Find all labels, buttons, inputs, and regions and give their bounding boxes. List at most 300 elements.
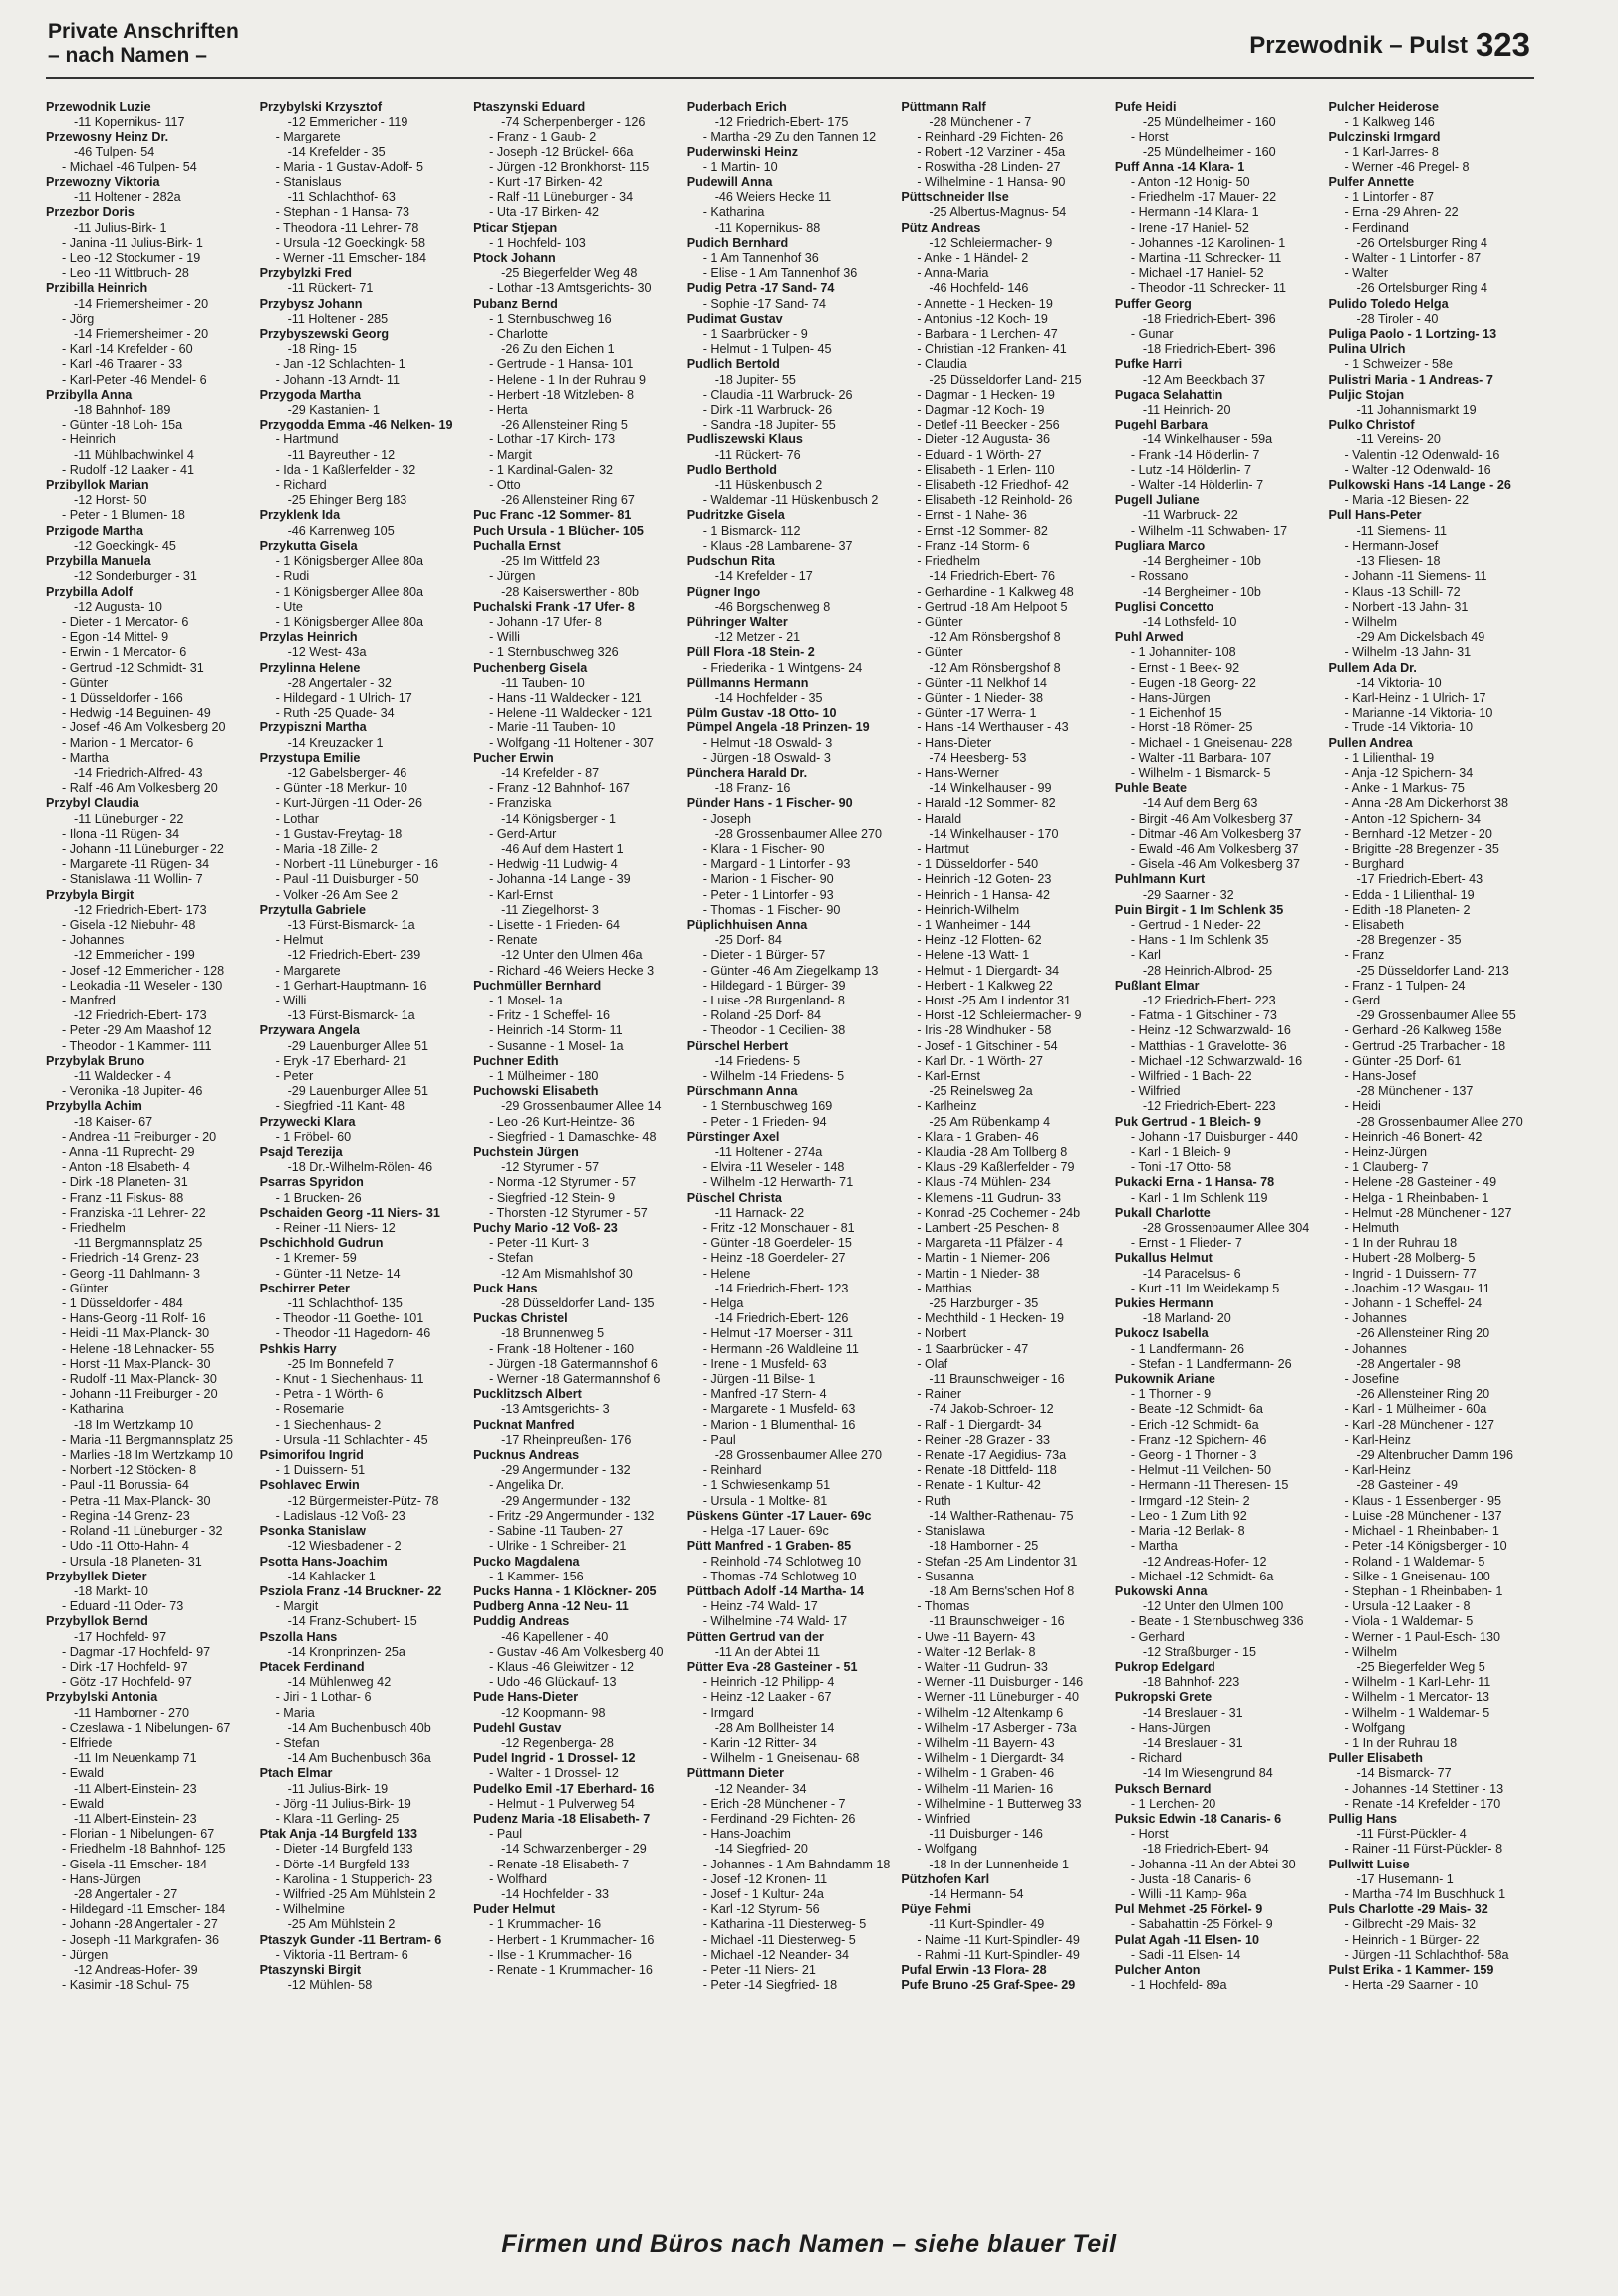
directory-entry-line: Pullwitt Luise xyxy=(1328,1857,1410,1871)
directory-entry-line: Ptaszyk Gunder -11 Bertram- 6 xyxy=(259,1932,442,1947)
directory-entry-line: -17 Friedrich-Ebert- 43 xyxy=(1356,872,1483,887)
directory-entry-line: - Helga - 1 Rheinbaben- 1 xyxy=(1344,1190,1489,1205)
directory-entry-line: - 1 In der Ruhrau 18 xyxy=(1344,1735,1458,1750)
directory-entry-line: Pubanz Bernd xyxy=(473,296,558,311)
directory-entry-line: -14 Königsberger - 1 xyxy=(501,811,616,826)
directory-entry-line: - Erich -28 Münchener - 7 xyxy=(702,1796,846,1811)
directory-entry-line: Psziola Franz -14 Bruckner- 22 xyxy=(259,1583,442,1598)
directory-entry-line: Pufal Erwin -13 Flora- 28 xyxy=(901,1962,1047,1977)
directory-entry-line: Przygoda Martha xyxy=(259,387,362,402)
directory-entry-line: Przybyl Claudia xyxy=(46,796,139,811)
directory-entry-line: -11 Siemens- 11 xyxy=(1356,523,1447,538)
directory-entry-line: - Valentin -12 Odenwald- 16 xyxy=(1344,447,1500,462)
directory-entry-line: -11 Kopernikus- 88 xyxy=(714,220,821,235)
directory-entry-line: - Leo -12 Stockumer - 19 xyxy=(62,251,201,266)
directory-entry-line: Pullem Ada Dr. xyxy=(1328,660,1417,675)
directory-entry-line: - Joseph -11 Markgrafen- 36 xyxy=(62,1932,219,1947)
directory-entry-line: - Renate -18 Dittfeld- 118 xyxy=(917,1463,1057,1478)
directory-entry-line: - Joseph -12 Brückel- 66a xyxy=(489,144,634,159)
directory-entry-line: -18 Friedrich-Ebert- 396 xyxy=(1142,311,1276,326)
directory-entry-line: - Günter -18 Merkur- 10 xyxy=(275,781,407,796)
directory-entry-line: - Hans-Jürgen xyxy=(1130,690,1211,705)
directory-entry-line: - Margard - 1 Lintorfer - 93 xyxy=(702,857,851,872)
directory-column xyxy=(473,100,679,2222)
directory-entry-line: - Hans -14 Werthauser - 43 xyxy=(917,720,1069,735)
directory-entry-line: - Michael - 1 Gneisenau- 228 xyxy=(1130,735,1293,750)
directory-entry-line: - Hans-Dieter xyxy=(917,735,992,750)
directory-entry-line: - Günter -11 Nelkhof 14 xyxy=(917,675,1047,690)
directory-entry-line: - Klemens -11 Gudrun- 33 xyxy=(917,1190,1061,1205)
directory-entry-line: - Heidi -11 Max-Planck- 30 xyxy=(62,1326,210,1341)
directory-entry-line: Pudich Bernhard xyxy=(686,235,789,250)
directory-entry-line: - Wilhelm -12 Altenkamp 6 xyxy=(917,1705,1064,1720)
directory-entry-line: - Uta -17 Birken- 42 xyxy=(489,205,600,220)
directory-entry-line: - Peter -29 Am Maashof 12 xyxy=(62,1023,212,1038)
directory-entry-line: -26 Allensteiner Ring 20 xyxy=(1356,1387,1490,1402)
directory-entry-line: -28 Angertaler - 32 xyxy=(287,675,392,690)
directory-entry-line: - Viktoria -11 Bertram- 6 xyxy=(275,1947,408,1962)
directory-entry-line: - Margarete - 1 Musfeld- 63 xyxy=(702,1402,856,1417)
directory-entry-line: - Josef -12 Emmericher - 128 xyxy=(62,963,225,978)
directory-entry-line: Pudschun Rita xyxy=(686,554,775,569)
directory-entry-line: - Marie -11 Tauben- 10 xyxy=(489,720,616,735)
directory-entry-line: Przyklenk Ida xyxy=(259,508,341,523)
directory-entry-line: - Wilhelmine -74 Wald- 17 xyxy=(702,1614,848,1629)
directory-entry-line: -14 Auf dem Berg 63 xyxy=(1142,796,1258,811)
directory-entry-line: -12 Friedrich-Ebert- 175 xyxy=(714,115,849,130)
directory-entry-line: - Götz -17 Hochfeld- 97 xyxy=(62,1675,192,1690)
directory-entry-line: - 1 Kremer- 59 xyxy=(275,1251,357,1266)
directory-entry-line: - Walter xyxy=(1344,266,1389,281)
directory-entry-line: -12 Bürgermeister-Pütz- 78 xyxy=(287,1493,439,1508)
directory-entry-line: - Walter - 1 Drossel- 12 xyxy=(489,1766,619,1781)
directory-entry-line: Puffer Georg xyxy=(1114,296,1192,311)
directory-entry-line: - Jürgen xyxy=(62,1947,109,1962)
directory-entry-line: - Karl Dr. - 1 Wörth- 27 xyxy=(917,1053,1043,1068)
directory-entry-line: - Frank -14 Hölderlin- 7 xyxy=(1130,447,1260,462)
directory-entry-line: - Franz -11 Fiskus- 88 xyxy=(62,1190,184,1205)
directory-entry-line: -12 Wiesbadener - 2 xyxy=(287,1539,402,1554)
directory-entry-line: -29 Kastanien- 1 xyxy=(287,403,380,418)
directory-entry-line: Pünchera Harald Dr. xyxy=(686,765,808,780)
directory-entry-line: - Dirk -17 Hochfeld- 97 xyxy=(62,1659,188,1674)
directory-entry-line: -28 Bregenzer - 35 xyxy=(1356,933,1462,948)
directory-entry-line: Przystupa Emilie xyxy=(259,750,361,765)
directory-entry-line: Ptak Anja -14 Burgfeld 133 xyxy=(259,1827,417,1842)
directory-entry-line: - Otto xyxy=(489,478,521,493)
directory-entry-line: - Lutz -14 Hölderlin- 7 xyxy=(1130,462,1251,477)
directory-entry-line: - Günter - 1 Nieder- 38 xyxy=(917,690,1044,705)
directory-entry-line: -14 Friedrich-Ebert- 76 xyxy=(929,569,1055,584)
directory-entry-line: - 1 Am Tannenhof 36 xyxy=(702,251,819,266)
directory-entry-line: - 1 Saarbrücker - 9 xyxy=(702,327,808,342)
directory-entry-line: - Norbert -13 Jahn- 31 xyxy=(1344,599,1469,614)
directory-entry-line: - Roland -25 Dorf- 84 xyxy=(702,1008,822,1023)
directory-entry-line: Puchowski Elisabeth xyxy=(473,1084,599,1099)
directory-entry-line: - Sabahattin -25 Förkel- 9 xyxy=(1130,1917,1273,1932)
directory-entry-line: -14 Lothsfeld- 10 xyxy=(1142,614,1237,629)
directory-entry-line: - Udo -46 Glückauf- 13 xyxy=(489,1675,617,1690)
directory-entry-line: -11 Holtener - 285 xyxy=(287,311,389,326)
directory-entry-line: - Walter -14 Hölderlin- 7 xyxy=(1130,478,1264,493)
directory-entry-line: -12 Friedrich-Ebert- 223 xyxy=(1142,1099,1276,1114)
directory-entry-line: -28 Am Bollheister 14 xyxy=(714,1720,835,1735)
directory-entry-line: -25 Harzburger - 35 xyxy=(929,1296,1039,1311)
directory-entry-line: -14 Kreuzacker 1 xyxy=(287,735,384,750)
directory-entry-line: - Willi -11 Kamp- 96a xyxy=(1130,1886,1247,1901)
directory-entry-line: - Dirk -18 Planeten- 31 xyxy=(62,1175,188,1190)
directory-entry-line: - Günter xyxy=(917,614,963,629)
directory-entry-line: Pütten Gertrud van der xyxy=(686,1629,824,1644)
directory-entry-line: -11 Tauben- 10 xyxy=(501,675,585,690)
directory-entry-line: -74 Heesberg- 53 xyxy=(929,750,1027,765)
directory-entry-line: - Marion - 1 Mercator- 6 xyxy=(62,735,194,750)
directory-entry-line: - Karl -12 Styrum- 56 xyxy=(702,1902,820,1917)
directory-entry-line: - Paul -11 Borussia- 64 xyxy=(62,1478,189,1493)
directory-entry-line: - Renate - 1 Krummacher- 16 xyxy=(489,1962,653,1977)
directory-entry-line: -18 Friedrich-Ebert- 94 xyxy=(1142,1842,1269,1857)
directory-entry-line: - Georg - 1 Thorner - 3 xyxy=(1130,1448,1257,1463)
directory-entry-line: Pulkowski Hans -14 Lange - 26 xyxy=(1328,478,1511,493)
directory-entry-line: Ptaszynski Birgit xyxy=(259,1962,362,1977)
directory-entry-line: - Ewald xyxy=(62,1796,104,1811)
directory-entry-line: - Heinz -12 Laaker - 67 xyxy=(702,1690,832,1705)
directory-entry-line: - Susanna xyxy=(917,1569,974,1583)
directory-entry-line: -14 Winkelhauser - 59a xyxy=(1142,432,1273,447)
directory-entry-line: - Theodor -11 Hagedorn- 46 xyxy=(275,1326,431,1341)
directory-entry-line: - Ernst - 1 Beek- 92 xyxy=(1130,660,1240,675)
directory-entry-line: - 1 Düsseldorfer - 166 xyxy=(62,690,183,705)
directory-entry-line: Puhle Beate xyxy=(1114,781,1187,796)
directory-entry-line: -11 Rückert- 76 xyxy=(714,447,801,462)
directory-entry-line: - Wilhelmine xyxy=(275,1902,345,1917)
directory-entry-line: - Rainer -11 Fürst-Pückler- 8 xyxy=(1344,1842,1503,1857)
directory-entry-line: Przigode Martha xyxy=(46,523,143,538)
page-number: 323 xyxy=(1475,26,1530,63)
directory-entry-line: -14 Friedrich-Ebert- 126 xyxy=(714,1311,849,1326)
directory-entry-line: - Silke - 1 Gneisenau- 100 xyxy=(1344,1569,1490,1583)
directory-entry-line: - Wilhelm - 1 Gneisenau- 68 xyxy=(702,1751,860,1766)
directory-entry-line: Pude Hans-Dieter xyxy=(473,1690,579,1705)
directory-entry-line: - Elisabeth - 1 Erlen- 110 xyxy=(917,462,1055,477)
directory-column xyxy=(901,100,1107,2222)
directory-entry-line: - Dirk -11 Warbruck- 26 xyxy=(702,403,833,418)
directory-entry-line: Pudehl Gustav xyxy=(473,1720,562,1735)
directory-entry-line: - Lisette - 1 Frieden- 64 xyxy=(489,917,621,932)
directory-entry-line: -12 Mühlen- 58 xyxy=(287,1978,373,1993)
directory-entry-line: - Peter -14 Königsberger - 10 xyxy=(1344,1539,1507,1554)
directory-entry-line: - Werner -11 Lüneburger - 40 xyxy=(917,1690,1079,1705)
directory-entry-line: Przewozny Viktoria xyxy=(46,175,160,190)
directory-entry-line: Puliga Paolo - 1 Lortzing- 13 xyxy=(1328,327,1497,342)
directory-entry-line: - Theodora -11 Lehrer- 78 xyxy=(275,220,419,235)
directory-entry-line: Przybilla Manuela xyxy=(46,554,151,569)
directory-entry-line: - Renate xyxy=(489,933,538,948)
directory-entry-line: - Barbara - 1 Lerchen- 47 xyxy=(917,327,1058,342)
directory-entry-line: - Dagmar -12 Koch- 19 xyxy=(917,403,1045,418)
directory-entry-line: - Theodor -11 Goethe- 101 xyxy=(275,1311,424,1326)
directory-entry-line: - Wilfried xyxy=(1130,1084,1181,1099)
directory-entry-line: -14 Bergheimer - 10b xyxy=(1142,554,1261,569)
directory-entry-line: - Michael -11 Diesterweg- 5 xyxy=(702,1932,856,1947)
directory-entry-line: - Fritz - 1 Scheffel- 16 xyxy=(489,1008,611,1023)
directory-entry-line: - Reinhold -74 Schlotweg 10 xyxy=(702,1554,861,1569)
directory-entry-line: - Maria xyxy=(275,1705,315,1720)
directory-entry-line: -14 Krefelder - 87 xyxy=(501,765,600,780)
directory-entry-line: - Hartmund xyxy=(275,432,339,447)
directory-entry-line: Püttbach Adolf -14 Martha- 14 xyxy=(686,1583,864,1598)
directory-entry-line: - Udo -11 Otto-Hahn- 4 xyxy=(62,1539,189,1554)
directory-entry-line: - Horst -18 Römer- 25 xyxy=(1130,720,1253,735)
directory-entry-line: - 1 Kammer- 156 xyxy=(489,1569,584,1583)
directory-entry-line: - Siegfried -11 Kant- 48 xyxy=(275,1099,404,1114)
directory-entry-line: - Günter -18 Loh- 15a xyxy=(62,418,183,432)
directory-entry-line: - Wilhelm - 1 Mercator- 13 xyxy=(1344,1690,1490,1705)
directory-entry-line: - Ulrike - 1 Schreiber- 21 xyxy=(489,1539,627,1554)
directory-entry-line: - Anja -12 Spichern- 34 xyxy=(1344,765,1474,780)
directory-entry-line: - Klara -11 Gerling- 25 xyxy=(275,1811,400,1826)
directory-entry-line: Pucher Erwin xyxy=(473,750,554,765)
directory-entry-line: -12 Gabelsberger- 46 xyxy=(287,765,407,780)
directory-entry-line: - Charlotte xyxy=(489,327,548,342)
directory-entry-line: - Wolfgang xyxy=(917,1842,977,1857)
directory-entry-line: Pulat Agah -11 Elsen- 10 xyxy=(1114,1932,1260,1947)
directory-entry-line: Pukrop Edelgard xyxy=(1114,1659,1215,1674)
directory-entry-line: - Ferdinand -29 Fichten- 26 xyxy=(702,1811,856,1826)
directory-entry-line: - 1 Hochfeld- 103 xyxy=(489,235,586,250)
directory-entry-line: -11 Hüskenbusch 2 xyxy=(714,478,823,493)
directory-entry-line: - Jürgen -18 Gatermannshof 6 xyxy=(489,1356,658,1371)
directory-entry-line: - Karl -28 Münchener - 127 xyxy=(1344,1417,1494,1432)
directory-entry-line: -11 An der Abtei 11 xyxy=(714,1644,820,1659)
directory-entry-line: - 1 Johanniter- 108 xyxy=(1130,645,1236,660)
directory-entry-line: - Hermann -14 Klara- 1 xyxy=(1130,205,1259,220)
directory-entry-line: - Gerd xyxy=(1344,993,1381,1007)
directory-entry-line: - Rossano xyxy=(1130,569,1189,584)
directory-entry-line: - Johann -17 Duisburger - 440 xyxy=(1130,1129,1298,1144)
directory-entry-line: Przybylski Antonia xyxy=(46,1690,158,1705)
directory-entry-line: Puff Anna -14 Klara- 1 xyxy=(1114,159,1245,174)
directory-entry-line: - Herbert - 1 Kalkweg 22 xyxy=(917,978,1053,993)
directory-entry-line: -46 Weiers Hecke 11 xyxy=(714,190,832,205)
directory-entry-line: -14 Am Buchenbusch 40b xyxy=(287,1720,431,1735)
directory-entry-line: -17 Rheinpreußen- 176 xyxy=(501,1432,632,1447)
directory-entry-line: - Winfried xyxy=(917,1811,971,1826)
directory-entry-line: - Dieter -14 Burgfeld 133 xyxy=(275,1842,413,1857)
directory-entry-line: Pudelko Emil -17 Eberhard- 16 xyxy=(473,1781,655,1796)
directory-entry-line: - Leo -11 Wittbruch- 28 xyxy=(62,266,189,281)
directory-entry-line: - Toni -17 Otto- 58 xyxy=(1130,1160,1232,1175)
directory-entry-line: - Wilhelm -12 Herwarth- 71 xyxy=(702,1175,854,1190)
directory-entry-line: - Johanna -14 Lange - 39 xyxy=(489,872,631,887)
directory-entry-line: Pühringer Walter xyxy=(686,614,788,629)
directory-entry-line: - Maria -18 Zille- 2 xyxy=(275,841,378,856)
directory-entry-line: - Theodor -11 Schrecker- 11 xyxy=(1130,281,1286,296)
directory-entry-line: - Gisela -12 Niebuhr- 48 xyxy=(62,917,196,932)
directory-entry-line: - Rudi xyxy=(275,569,310,584)
directory-entry-line: - Horst -12 Schleiermacher- 9 xyxy=(917,1008,1082,1023)
directory-entry-line: - Hildegard - 1 Bürger- 39 xyxy=(702,978,846,993)
directory-entry-line: -28 Münchener - 137 xyxy=(1356,1084,1474,1099)
directory-entry-line: -12 Regenberga- 28 xyxy=(501,1735,614,1750)
directory-entry-line: -14 Friemersheimer - 20 xyxy=(74,296,209,311)
directory-entry-line: - Stephan - 1 Hansa- 73 xyxy=(275,205,409,220)
directory-entry-line: - 1 Schwiesenkamp 51 xyxy=(702,1478,831,1493)
directory-entry-line: -12 Sonderburger - 31 xyxy=(74,569,197,584)
section-title-line2: – nach Namen – xyxy=(48,44,207,67)
directory-entry-line: - Jan -12 Schlachten- 1 xyxy=(275,357,405,372)
directory-entry-line: - Karl-Ernst xyxy=(917,1069,980,1083)
directory-entry-line: Puin Birgit - 1 Im Schlenk 35 xyxy=(1114,902,1284,917)
directory-entry-line: - Konrad -25 Cochemer - 24b xyxy=(917,1205,1081,1220)
directory-entry-line: Pullen Andrea xyxy=(1328,735,1413,750)
directory-entry-line: Pulcher Anton xyxy=(1114,1962,1201,1977)
directory-entry-line: - Heinrich -12 Goten- 23 xyxy=(917,872,1052,887)
directory-entry-line: - Edith -18 Planeten- 2 xyxy=(1344,902,1471,917)
directory-entry-line: - Paul -11 Duisburger - 50 xyxy=(275,872,419,887)
directory-entry-line: - Johann -11 Lüneburger - 22 xyxy=(62,841,224,856)
directory-entry-line: - Katharina -11 Diesterweg- 5 xyxy=(702,1917,867,1932)
directory-entry-line: - 1 Kardinal-Galen- 32 xyxy=(489,462,614,477)
directory-entry-line: - Gertrud - 1 Nieder- 22 xyxy=(1130,917,1261,932)
directory-entry-line: Przykutta Gisela xyxy=(259,538,358,553)
directory-entry-line: Pürstinger Axel xyxy=(686,1129,780,1144)
directory-entry-line: Ptaszynski Eduard xyxy=(473,100,586,114)
directory-entry-line: -28 Münchener - 7 xyxy=(929,115,1032,130)
page-header xyxy=(1249,26,1530,64)
directory-entry-line: Przybylla Achim xyxy=(46,1099,142,1114)
directory-entry-line: Pschichhold Gudrun xyxy=(259,1236,384,1251)
directory-entry-line: - Hedwig -14 Beguinen- 49 xyxy=(62,706,211,720)
directory-entry-line: Pschirrer Peter xyxy=(259,1281,350,1295)
directory-entry-line: -12 Am Mismahlshof 30 xyxy=(501,1266,633,1281)
directory-entry-line: - Friedhelm xyxy=(917,554,980,569)
directory-entry-line: Püttmann Ralf xyxy=(901,100,986,114)
directory-entry-line: - Olaf xyxy=(917,1356,948,1371)
directory-entry-line: - Wolfhard xyxy=(489,1871,548,1886)
directory-entry-line: -11 Duisburger - 146 xyxy=(929,1827,1043,1842)
directory-entry-line: - Ilona -11 Rügen- 34 xyxy=(62,826,180,841)
directory-entry-line: -11 Rückert- 71 xyxy=(287,281,374,296)
directory-entry-line: - Friedhelm -17 Mauer- 22 xyxy=(1130,190,1277,205)
directory-entry-line: Ptach Elmar xyxy=(259,1766,333,1781)
directory-entry-line: -25 Biegerfelder Weg 48 xyxy=(501,266,638,281)
directory-entry-line: - Rudolf -12 Laaker - 41 xyxy=(62,462,195,477)
directory-entry-line: - Heinz -12 Flotten- 62 xyxy=(917,933,1042,948)
directory-entry-line: - Trude -14 Viktoria- 10 xyxy=(1344,720,1474,735)
directory-entry-line: Pülm Gustav -18 Otto- 10 xyxy=(686,706,837,720)
directory-entry-line: -46 Borgschenweg 8 xyxy=(714,599,831,614)
directory-entry-line: -25 Mündelheimer - 160 xyxy=(1142,144,1276,159)
directory-entry-line: - Karl-Ernst xyxy=(489,887,553,902)
directory-entry-line: - Georg -11 Dahlmann- 3 xyxy=(62,1266,201,1281)
directory-entry-line: Pügner Ingo xyxy=(686,584,761,599)
directory-entry-line: - Siegfried - 1 Damaschke- 48 xyxy=(489,1129,657,1144)
directory-entry-line: -28 Grossenbaumer Allee 270 xyxy=(1356,1114,1523,1129)
directory-entry-line: -11 Schlachthof- 135 xyxy=(287,1296,403,1311)
directory-entry-line: - Detlef -11 Beecker - 256 xyxy=(917,418,1060,432)
directory-entry-line: Przybylak Bruno xyxy=(46,1053,145,1068)
directory-entry-line: - 1 Schweizer - 58e xyxy=(1344,357,1453,372)
directory-entry-line: -14 Viktoria- 10 xyxy=(1356,675,1442,690)
directory-entry-line: - Klara - 1 Graben- 46 xyxy=(917,1129,1039,1144)
directory-entry-line: -18 Friedrich-Ebert- 396 xyxy=(1142,342,1276,357)
directory-entry-line: - Hildegard -11 Emscher- 184 xyxy=(62,1902,226,1917)
directory-entry-line: - Franz -12 Spichern- 46 xyxy=(1130,1432,1267,1447)
directory-entry-line: -18 Im Wertzkamp 10 xyxy=(74,1417,194,1432)
directory-entry-line: - Ralf -46 Am Volkesberg 20 xyxy=(62,781,218,796)
directory-entry-line: Pukowski Anna xyxy=(1114,1583,1208,1598)
directory-entry-line: - Herbert - 1 Krummacher- 16 xyxy=(489,1932,655,1947)
directory-entry-line: - Gertrud -25 Trarbacher - 18 xyxy=(1344,1038,1506,1053)
directory-entry-line: Pucknus Andreas xyxy=(473,1448,580,1463)
directory-entry-line: - Josef -12 Kronen- 11 xyxy=(702,1871,828,1886)
directory-entry-line: - Anton -12 Spichern- 34 xyxy=(1344,811,1481,826)
directory-entry-line: - Irmgard -12 Stein- 2 xyxy=(1130,1493,1250,1508)
directory-entry-line: - Rahmi -11 Kurt-Spindler- 49 xyxy=(917,1947,1080,1962)
directory-entry-line: -29 Lauenburger Allee 51 xyxy=(287,1038,429,1053)
directory-entry-line: -14 Hochfelder - 35 xyxy=(714,690,823,705)
directory-entry-line: -12 Straßburger - 15 xyxy=(1142,1644,1256,1659)
directory-entry-line: - Elisabeth xyxy=(1344,917,1404,932)
directory-entry-line: - 1 Lerchen- 20 xyxy=(1130,1796,1216,1811)
directory-entry-line: -25 Albertus-Magnus- 54 xyxy=(929,205,1067,220)
directory-entry-line: - Werner -11 Emscher- 184 xyxy=(275,251,426,266)
directory-entry-line: - Wilhelmine - 1 Hansa- 90 xyxy=(917,175,1066,190)
directory-entry-line: -18 Ring- 15 xyxy=(287,342,357,357)
directory-entry-line: - Janina -11 Julius-Birk- 1 xyxy=(62,235,203,250)
directory-entry-line: - Jörg xyxy=(62,311,95,326)
directory-entry-line: -12 Friedrich-Ebert- 223 xyxy=(1142,993,1276,1007)
directory-entry-line: - Helmut -18 Oswald- 3 xyxy=(702,735,833,750)
directory-entry-line: Przylas Heinrich xyxy=(259,630,358,645)
directory-entry-line: -12 Neander- 34 xyxy=(714,1781,807,1796)
directory-entry-line: - 1 Landfermann- 26 xyxy=(1130,1341,1245,1356)
directory-entry-line: - Klaus -29 Kaßlerfelder - 79 xyxy=(917,1160,1075,1175)
directory-entry-line: -29 Grossenbaumer Allee 55 xyxy=(1356,1008,1516,1023)
directory-entry-line: - Anton -18 Elsabeth- 4 xyxy=(62,1160,190,1175)
directory-entry-line: - Regina -14 Grenz- 23 xyxy=(62,1508,190,1523)
directory-entry-line: -25 Biegerfelder Weg 5 xyxy=(1356,1659,1485,1674)
directory-entry-line: - Wilhelm -11 Bayern- 43 xyxy=(917,1735,1055,1750)
directory-entry-line: -12 Friedrich-Ebert- 173 xyxy=(74,902,207,917)
directory-entry-line: - Helene -18 Lehnacker- 55 xyxy=(62,1341,215,1356)
directory-entry-line: - Klaudia -28 Am Tollberg 8 xyxy=(917,1145,1068,1160)
directory-entry-line: - 1 Gerhart-Hauptmann- 16 xyxy=(275,978,427,993)
directory-entry-line: - Helene -13 Watt- 1 xyxy=(917,948,1030,963)
directory-entry-line: - Horst xyxy=(1130,130,1169,144)
directory-entry-line: -46 Auf dem Hastert 1 xyxy=(501,841,624,856)
directory-entry-line: Pudimat Gustav xyxy=(686,311,783,326)
directory-entry-line: - Ursula - 1 Moltke- 81 xyxy=(702,1493,828,1508)
directory-entry-line: - 1 Lilienthal- 19 xyxy=(1344,750,1435,765)
directory-entry-line: - Jürgen xyxy=(489,569,536,584)
directory-entry-line: - Ingrid - 1 Duissern- 77 xyxy=(1344,1266,1477,1281)
directory-entry-line: - Fatma - 1 Gitschiner - 73 xyxy=(1130,1008,1277,1023)
directory-entry-line: - Johannes -14 Stettiner - 13 xyxy=(1344,1781,1504,1796)
directory-entry-line: - Wilfried -25 Am Mühlstein 2 xyxy=(275,1886,436,1901)
directory-entry-line: - Dieter - 1 Bürger- 57 xyxy=(702,948,826,963)
directory-entry-line: - Karl -46 Traarer - 33 xyxy=(62,357,183,372)
directory-entry-line: - Kurt -11 Im Weidekamp 5 xyxy=(1130,1281,1280,1295)
directory-entry-line: - Günter xyxy=(62,1281,109,1295)
directory-entry-line: - Margarete xyxy=(275,130,341,144)
directory-entry-line: - 1 Mülheimer - 180 xyxy=(489,1069,599,1083)
directory-entry-line: - Marlies -18 Im Wertzkamp 10 xyxy=(62,1448,233,1463)
directory-entry-line: Pulido Toledo Helga xyxy=(1328,296,1449,311)
directory-entry-line: Puksch Bernard xyxy=(1114,1781,1212,1796)
directory-entry-line: Psarras Spyridon xyxy=(259,1175,364,1190)
